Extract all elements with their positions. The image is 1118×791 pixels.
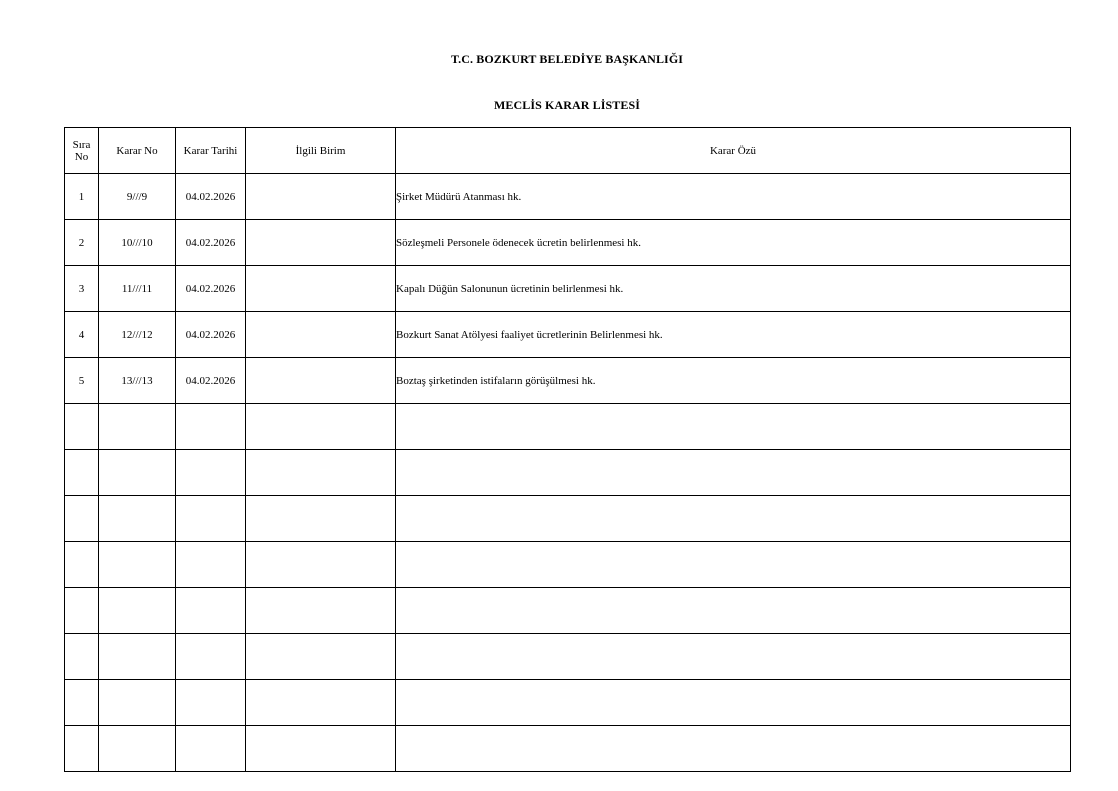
cell-karar-no: 11///11: [99, 266, 176, 312]
cell-karar-tarihi: [176, 404, 246, 450]
cell-sira-no: 5: [65, 358, 99, 404]
cell-sira-no: 2: [65, 220, 99, 266]
cell-karar-ozu: Bozkurt Sanat Atölyesi faaliyet ücretlerinin Belirlenmesi hk.: [396, 312, 1071, 358]
cell-karar-ozu: [396, 542, 1071, 588]
cell-ilgili-birim: [246, 174, 396, 220]
cell-karar-ozu: [396, 680, 1071, 726]
cell-karar-no: 13///13: [99, 358, 176, 404]
table-row: [65, 220, 1071, 266]
cell-ilgili-birim: [246, 312, 396, 358]
decision-table: [64, 127, 1071, 772]
table-row: [65, 496, 1071, 542]
cell-ilgili-birim: [246, 496, 396, 542]
cell-karar-no: [99, 726, 176, 772]
cell-sira-no: [65, 542, 99, 588]
cell-karar-tarihi: 04.02.2026: [176, 220, 246, 266]
cell-sira-no: [65, 450, 99, 496]
cell-ilgili-birim: [246, 220, 396, 266]
cell-ilgili-birim: [246, 680, 396, 726]
cell-karar-tarihi: 04.02.2026: [176, 174, 246, 220]
header-ilgili-birim: İlgili Birim: [246, 128, 396, 174]
cell-sira-no: [65, 496, 99, 542]
cell-sira-no: [65, 680, 99, 726]
cell-karar-ozu: [396, 726, 1071, 772]
cell-sira-no: [65, 404, 99, 450]
cell-karar-no: [99, 680, 176, 726]
cell-karar-tarihi: [176, 634, 246, 680]
table-row: [65, 726, 1071, 772]
cell-sira-no: 1: [65, 174, 99, 220]
cell-karar-ozu: [396, 588, 1071, 634]
table-row: [65, 312, 1071, 358]
cell-karar-no: [99, 588, 176, 634]
cell-sira-no: 4: [65, 312, 99, 358]
cell-ilgili-birim: [246, 450, 396, 496]
cell-sira-no: [65, 634, 99, 680]
cell-karar-tarihi: 04.02.2026: [176, 358, 246, 404]
cell-ilgili-birim: [246, 634, 396, 680]
table-row: [65, 542, 1071, 588]
table-header-row: [65, 128, 1071, 174]
cell-karar-ozu: [396, 634, 1071, 680]
header-sira-line1: Sıra: [72, 138, 91, 151]
cell-karar-ozu: Sözleşmeli Personele ödenecek ücretin belirlenmesi hk.: [396, 220, 1071, 266]
cell-ilgili-birim: [246, 266, 396, 312]
cell-karar-ozu: [396, 496, 1071, 542]
table-row: [65, 634, 1071, 680]
cell-karar-no: [99, 450, 176, 496]
cell-sira-no: [65, 726, 99, 772]
header-karar-tarihi: Karar Tarihi: [176, 128, 246, 174]
cell-karar-no: [99, 404, 176, 450]
cell-karar-no: 9///9: [99, 174, 176, 220]
cell-ilgili-birim: [246, 588, 396, 634]
table-row: [65, 450, 1071, 496]
cell-karar-no: [99, 496, 176, 542]
cell-karar-tarihi: [176, 496, 246, 542]
cell-karar-ozu: Şirket Müdürü Atanması hk.: [396, 174, 1071, 220]
cell-ilgili-birim: [246, 358, 396, 404]
cell-karar-tarihi: 04.02.2026: [176, 312, 246, 358]
header-karar-no: Karar No: [99, 128, 176, 174]
cell-sira-no: [65, 588, 99, 634]
cell-ilgili-birim: [246, 726, 396, 772]
cell-ilgili-birim: [246, 542, 396, 588]
cell-karar-tarihi: [176, 542, 246, 588]
table-row: [65, 588, 1071, 634]
cell-karar-tarihi: [176, 588, 246, 634]
cell-karar-tarihi: 04.02.2026: [176, 266, 246, 312]
header-sira-line2: No: [74, 150, 89, 163]
cell-karar-tarihi: [176, 680, 246, 726]
cell-karar-ozu: Kapalı Düğün Salonunun ücretinin belirlenmesi hk.: [396, 266, 1071, 312]
document-title: T.C. BOZKURT BELEDİYE BAŞKANLIĞI: [450, 52, 684, 66]
cell-karar-ozu: [396, 404, 1071, 450]
cell-karar-no: [99, 634, 176, 680]
table-row: [65, 174, 1071, 220]
cell-karar-ozu: [396, 450, 1071, 496]
header-sira-no: [65, 128, 99, 174]
table-body: [65, 174, 1071, 772]
table-row: [65, 358, 1071, 404]
cell-karar-no: 10///10: [99, 220, 176, 266]
table-row: [65, 680, 1071, 726]
table-row: [65, 266, 1071, 312]
document-subtitle: MECLİS KARAR LİSTESİ: [493, 98, 641, 112]
cell-karar-no: 12///12: [99, 312, 176, 358]
cell-karar-ozu: Boztaş şirketinden istifaların görüşülmesi hk.: [396, 358, 1071, 404]
cell-karar-no: [99, 542, 176, 588]
table-row: [65, 404, 1071, 450]
cell-ilgili-birim: [246, 404, 396, 450]
cell-karar-tarihi: [176, 450, 246, 496]
cell-karar-tarihi: [176, 726, 246, 772]
header-karar-ozu: Karar Özü: [396, 128, 1071, 174]
cell-sira-no: 3: [65, 266, 99, 312]
